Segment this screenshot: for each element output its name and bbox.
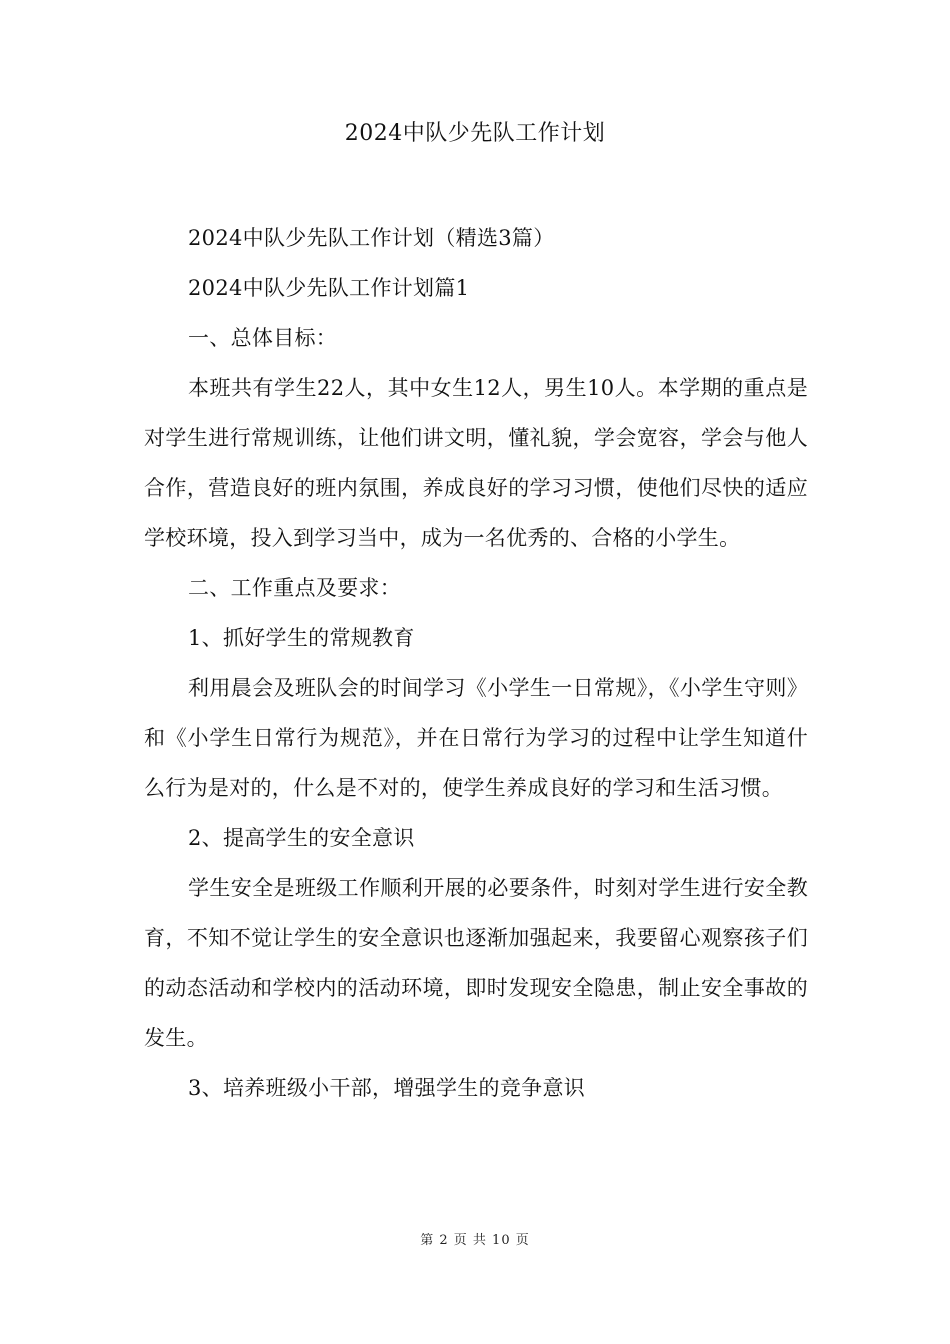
paragraph-subtitle: 2024中队少先队工作计划（精选3篇） <box>188 226 555 250</box>
paragraph-item-3-heading: 3、培养班级小干部，增强学生的竞争意识 <box>188 1076 586 1100</box>
paragraph-overall-goal: 本班共有学生22人，其中女生12人，男生10人。本学期的重点是对学生进行常规训练，让他们讲文明，懂礼貌，学会宽容，学会与他人合作，营造良好的班内氛围，养成良好的学习习惯，使他们尽快的适应学校环境，投入到学习当中，成为一名优秀的、合格的小学生。 <box>144 376 808 550</box>
paragraph-heading-key-work: 二、工作重点及要求： <box>188 576 401 600</box>
paragraph-heading-overall-goal: 一、总体目标： <box>188 326 338 350</box>
paragraph-item-2-heading: 2、提高学生的安全意识 <box>188 826 415 850</box>
document-title: 2024中队少先队工作计划 <box>344 121 606 146</box>
document-body <box>144 213 808 1113</box>
paragraph-item-2-body: 学生安全是班级工作顺利开展的必要条件，时刻对学生进行安全教育，不知不觉让学生的安全意识也逐渐加强起来，我要留心观察孩子们的动态活动和学校内的活动环境，即时发现安全隐患，制止安全事故的发生。 <box>144 876 808 1050</box>
paragraph-item-1-heading: 1、抓好学生的常规教育 <box>188 626 415 650</box>
paragraph-section-heading: 2024中队少先队工作计划篇1 <box>188 276 470 300</box>
paragraph-item-1-body: 利用晨会及班队会的时间学习《小学生一日常规》，《小学生守则》和《小学生日常行为规范》，并在日常行为学习的过程中让学生知道什么行为是对的，什么是不对的，使学生养成良好的学习和生活习惯。 <box>144 676 808 800</box>
page-footer: 第 2 页 共 10 页 <box>420 1233 530 1248</box>
